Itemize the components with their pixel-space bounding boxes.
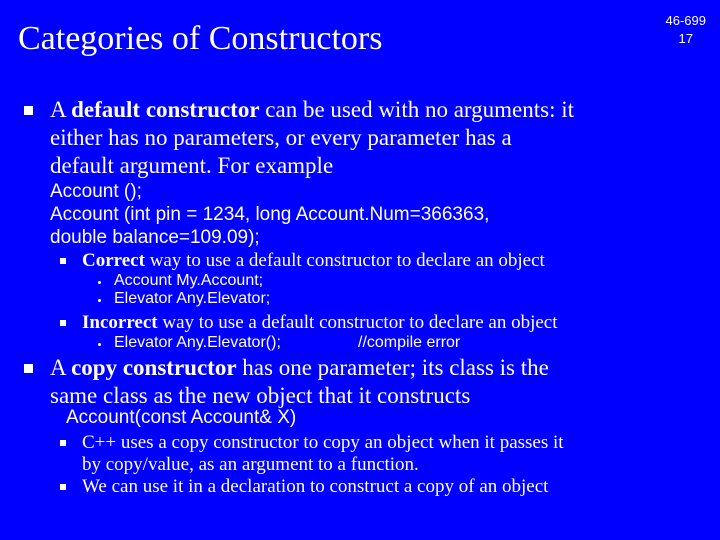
bullet-dot	[98, 281, 101, 284]
copy-sub1-line2: by copy/value, as an argument to a function.	[82, 454, 419, 475]
copy-sub1-line1: C++ uses a copy constructor to copy an object when it passes it	[82, 432, 564, 453]
bullet-dot	[98, 299, 101, 302]
code-line-1: Account ();	[50, 181, 142, 202]
code-line-2: Account (int pin = 1234, long Account.Num=366363,	[50, 204, 490, 225]
course-code: 46-699	[665, 13, 706, 28]
bullet-dot	[98, 343, 101, 346]
bullet-square	[24, 106, 33, 115]
compile-error-comment: //compile error	[358, 334, 461, 351]
point2-line1: A copy constructor has one parameter; its class is the	[50, 355, 549, 380]
copy-constructor-term: copy constructor	[71, 355, 237, 380]
copy-constructor-code: Account(const Account& X)	[66, 407, 297, 428]
code-line-3: double balance=109.09);	[50, 227, 260, 248]
default-constructor-term: default constructor	[71, 97, 260, 122]
point1-line3: default argument. For example	[50, 153, 334, 178]
correct-example-2: Elevator Any.Elevator;	[114, 290, 271, 307]
page-number: 17	[678, 31, 693, 46]
incorrect-usage: Incorrect way to use a default constructor to declare an object	[82, 312, 558, 333]
incorrect-example: Elevator Any.Elevator();	[114, 334, 281, 351]
correct-example-1: Account My.Account;	[114, 272, 264, 289]
bullet-square-small	[60, 258, 66, 264]
bullet-square-small	[60, 484, 66, 490]
slide-course-info	[666, 12, 706, 48]
bullet-square-small	[60, 440, 66, 446]
point1-line1: A default constructor can be used with no arguments: it	[50, 97, 575, 122]
bullet-square-small	[60, 320, 66, 326]
point1-line2: either has no parameters, or every parameter has a	[50, 125, 512, 150]
bullet-square	[24, 364, 33, 373]
copy-sub2: We can use it in a declaration to construct a copy of an object	[82, 476, 549, 497]
slide-title: Categories of Constructors	[18, 20, 383, 57]
point2-line2: same class as the new object that it constructs	[50, 383, 471, 408]
correct-usage: Correct way to use a default constructor to declare an object	[82, 250, 545, 271]
